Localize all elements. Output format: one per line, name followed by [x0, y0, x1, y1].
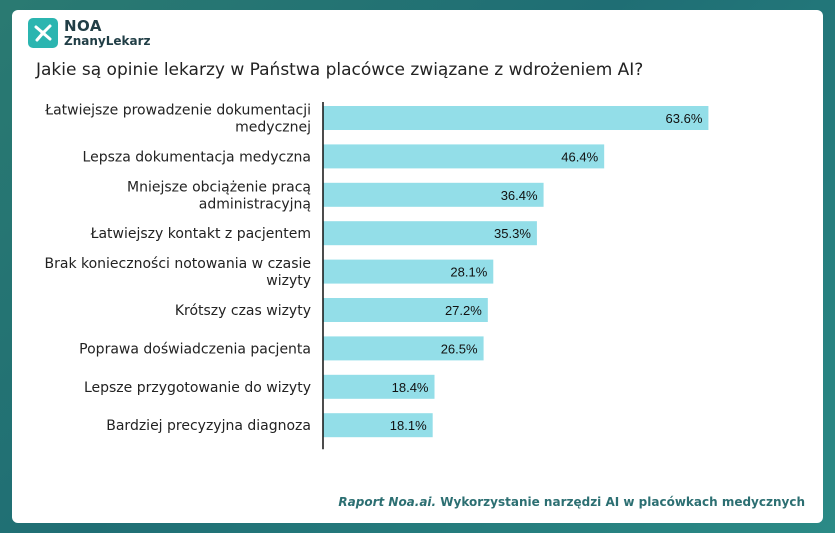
category-label-3: Łatwiejszy kontakt z pacjentem — [90, 226, 311, 243]
category-label-7: Lepsze przygotowanie do wizyty — [83, 379, 311, 396]
category-label-0: Łatwiejsze prowadzenie dokumentacji medycznej — [45, 102, 311, 136]
data-label-4: 28.1% — [450, 264, 488, 280]
category-label-4: Brak konieczności notowania w czasie wizyty — [44, 256, 311, 290]
source-report-title: Wykorzystanie narzędzi AI w placówkach medycznych — [436, 495, 805, 509]
source-note — [338, 495, 805, 509]
bar-chart — [12, 10, 823, 523]
data-label-3: 35.3% — [494, 226, 531, 242]
category-label-8: Bardziej precyzyjna diagnoza — [106, 418, 311, 435]
bar-0 — [323, 106, 708, 130]
category-label-6: Poprawa doświadczenia pacjenta — [79, 341, 311, 358]
data-label-5: 27.2% — [444, 303, 482, 318]
category-label-5: Krótszy czas wizyty — [174, 303, 311, 319]
chart-title: Jakie są opinie lekarzy w Państwa placówce związane z wdrożeniem AI? — [36, 60, 644, 80]
data-label-0: 63.6% — [665, 111, 703, 126]
category-label-2: Mniejsze obciążenie pracą administracyjną — [127, 179, 311, 213]
source-report-name: Raport Noa.ai. — [338, 495, 437, 509]
data-label-7: 18.4% — [391, 379, 429, 395]
data-label-8: 18.1% — [389, 418, 427, 434]
category-label-1: Lepsza dokumentacja medyczna — [82, 149, 311, 166]
data-label-1: 46.4% — [561, 149, 599, 165]
chart-card — [12, 10, 823, 523]
brand-name-noa: NOA — [64, 17, 103, 35]
data-label-2: 36.4% — [500, 187, 538, 203]
data-label-6: 26.5% — [440, 341, 478, 357]
brand-name-znanylekarz: ZnanyLekarz — [64, 34, 151, 48]
